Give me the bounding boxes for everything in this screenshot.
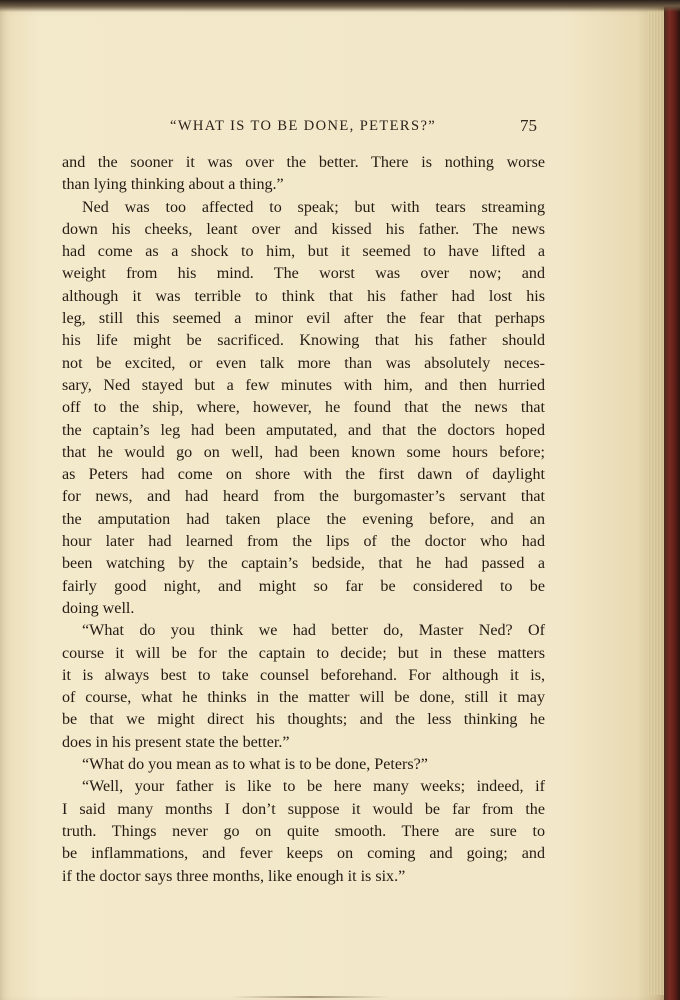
text-line: as Peters had come on shore with the first dawn of daylight <box>62 466 545 484</box>
text-line: than lying thinking about a thing.” <box>62 176 284 194</box>
text-line: his life might be sacrificed. Knowing that his father should <box>62 332 545 350</box>
text-line: Ned was too affected to speak; but with tears streaming <box>82 198 545 216</box>
text-line: not be excited, or even talk more than was absolutely neces- <box>62 354 545 372</box>
text-line: down his cheeks, leant over and kissed his father. The news <box>62 220 545 238</box>
text-line: the captain’s leg had been amputated, and that the doctors hoped <box>62 421 545 439</box>
text-line: course it will be for the captain to decide; but in these matters <box>62 644 545 662</box>
text-line: “What do you mean as to what is to be done, Peters?” <box>82 756 428 774</box>
text-line: “What do you think we had better do, Master Ned? Of <box>82 622 545 640</box>
page-number: 75 <box>520 116 537 135</box>
running-title: “WHAT IS TO BE DONE, PETERS?” <box>170 118 437 134</box>
text-line: for news, and had heard from the burgomaster’s servant that <box>62 488 545 506</box>
top-shadow <box>0 0 680 12</box>
text-line: be that we might direct his thoughts; and the less thinking he <box>62 711 545 729</box>
text-line: weight from his mind. The worst was over now; and <box>62 265 545 283</box>
text-line: although it was terrible to think that his father had lost his <box>62 287 545 305</box>
bottom-edge-mark <box>230 996 390 998</box>
text-line: been watching by the captain’s bedside, that he had passed a <box>62 555 545 573</box>
text-line: and the sooner it was over the better. There is nothing worse <box>62 154 545 171</box>
text-line: that he would go on well, had been known some hours before; <box>62 443 545 461</box>
text-line: I said many months I don’t suppose it would be far from the <box>62 800 545 818</box>
body-text <box>62 152 545 888</box>
text-line: of course, what he thinks in the matter will be done, still it may <box>62 689 545 707</box>
text-line: doing well. <box>62 599 135 617</box>
text-line: leg, still this seemed a minor evil after the fear that perhaps <box>62 310 545 328</box>
text-line: had come as a shock to him, but it seemed to have lifted a <box>62 243 545 261</box>
text-line: if the doctor says three months, like enough it is six.” <box>62 867 406 885</box>
text-line: be inflammations, and fever keeps on coming and going; and <box>62 845 545 863</box>
text-line: it is always best to take counsel beforehand. For although it is, <box>62 666 545 684</box>
book-cover-edge <box>664 0 680 1000</box>
text-line: fairly good night, and might so far be considered to be <box>62 577 545 595</box>
page-edges <box>648 10 664 995</box>
text-line: the amputation had taken place the evening before, and an <box>62 510 545 528</box>
text-line: does in his present state the better.” <box>62 733 290 751</box>
text-line: truth. Things never go on quite smooth. There are sure to <box>62 822 545 840</box>
text-line: sary, Ned stayed but a few minutes with him, and then hurried <box>62 376 545 394</box>
text-line: “Well, your father is like to be here many weeks; indeed, if <box>82 778 545 796</box>
text-line: hour later had learned from the lips of the doctor who had <box>62 533 545 551</box>
text-line: off to the ship, where, however, he found that the news that <box>62 399 545 417</box>
